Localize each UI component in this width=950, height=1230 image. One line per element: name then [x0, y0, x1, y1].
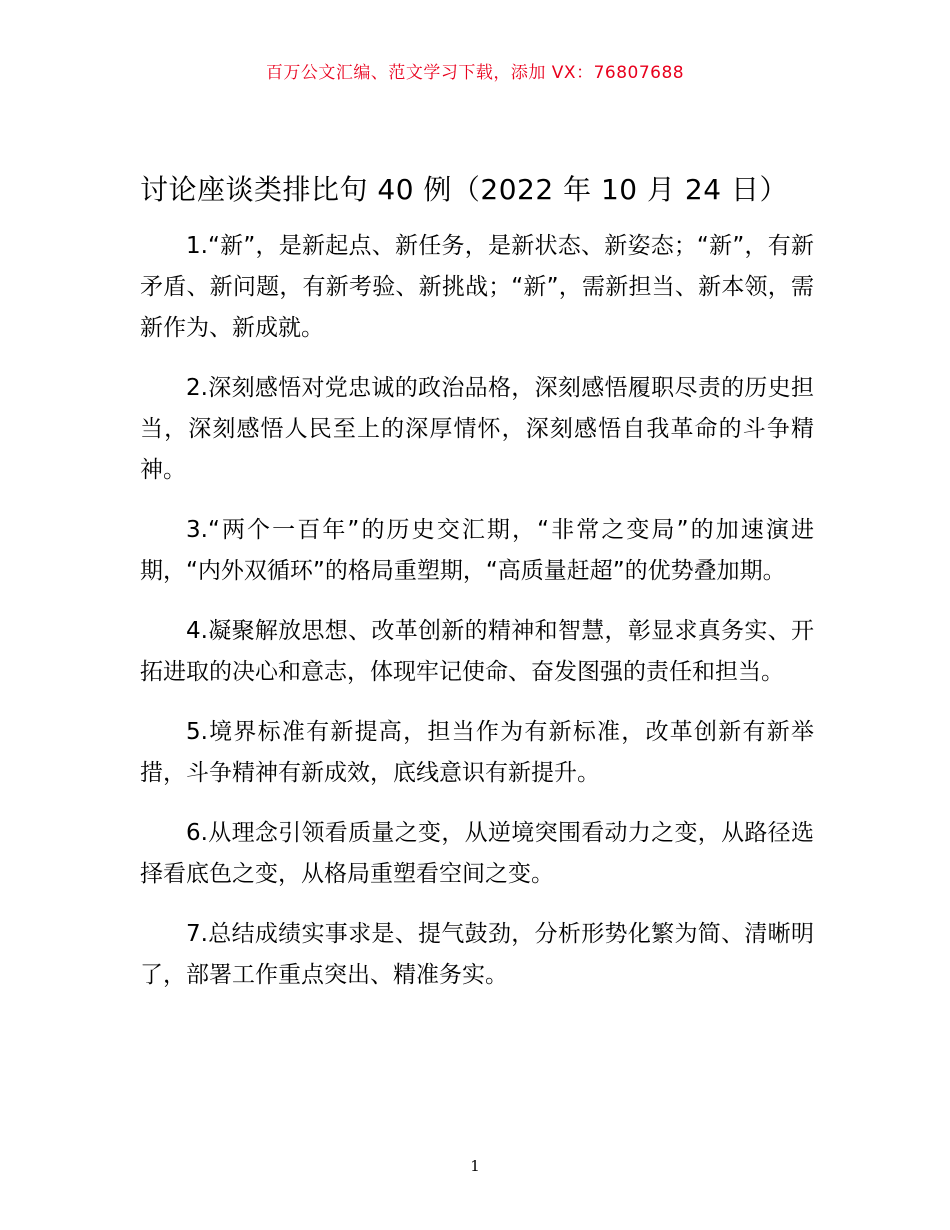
header-banner: 百万公文汇编、范文学习下载，添加 VX：76807688 — [265, 63, 685, 83]
document-title: 讨论座谈类排比句 40 例（2022 年 10 月 24 日） — [140, 173, 788, 206]
paragraph-1: 1.“新”，是新起点、新任务，是新状态、新姿态；“新”，有新矛盾、新问题，有新考验、新挑战；“新”，需新担当、新本领，需新作为、新成就。 — [140, 233, 814, 341]
paragraph-5: 5.境界标准有新提高，担当作为有新标准，改革创新有新举措，斗争精神有新成效，底线意识有新提升。 — [140, 719, 814, 786]
paragraph-2: 2.深刻感悟对党忠诚的政治品格，深刻感悟履职尽责的历史担当，深刻感悟人民至上的深厚情怀，深刻感悟自我革命的斗争精神。 — [140, 375, 814, 483]
document-body — [140, 226, 814, 1015]
paragraph-3: 3.“两个一百年”的历史交汇期，“非常之变局”的加速演进期，“内外双循环”的格局重塑期，“高质量赶超”的优势叠加期。 — [140, 517, 814, 584]
paragraph-4: 4.凝聚解放思想、改革创新的精神和智慧，彰显求真务实、开拓进取的决心和意志，体现牢记使命、奋发图强的责任和担当。 — [140, 618, 814, 685]
paragraph-7: 7.总结成绩实事求是、提气鼓劲，分析形势化繁为简、清晰明了，部署工作重点突出、精准务实。 — [140, 921, 814, 988]
page-number: 1 — [470, 1157, 480, 1175]
paragraph-6: 6.从理念引领看质量之变，从逆境突围看动力之变，从路径选择看底色之变，从格局重塑看空间之变。 — [140, 820, 814, 887]
